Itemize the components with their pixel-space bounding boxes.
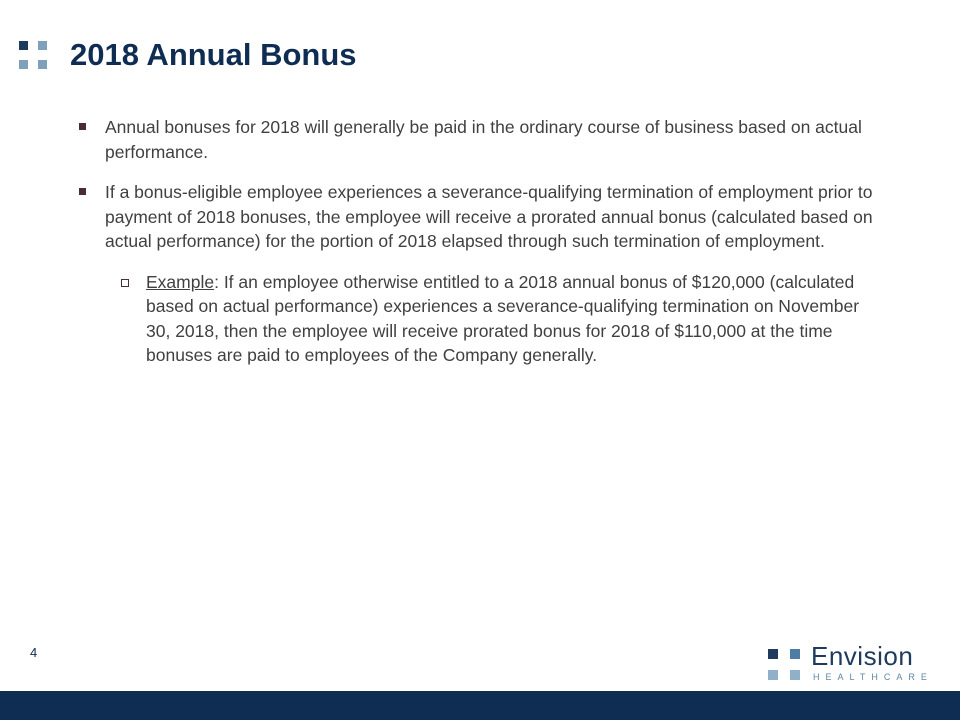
square-bullet-icon <box>79 188 86 195</box>
square-bullet-icon <box>79 123 86 130</box>
envision-healthcare-logo <box>768 641 933 685</box>
logo-square-icon <box>790 670 800 680</box>
bullet-text: Annual bonuses for 2018 will generally be paid in the ordinary course of business based on actual performance. <box>105 117 862 162</box>
page-number: 4 <box>30 645 38 660</box>
logo-square-icon <box>768 649 778 659</box>
example-label: Example <box>146 271 215 292</box>
bullet-item <box>78 180 878 254</box>
logo-subtitle: HEALTHCARE <box>813 672 933 682</box>
slide-title: 2018 Annual Bonus <box>70 37 357 72</box>
logo-wordmark: Envision <box>811 641 914 671</box>
sub-bullet-item <box>119 270 878 368</box>
bullet-text: If a bonus-eligible employee experiences a severance-qualifying termination of employment prior to payment of 2018 bonuses, the employee will receive a prorated annual bonus (calculated based on actual performance) for the portion of 2018 elapsed through such termination of employment. <box>105 182 873 251</box>
logo-square-icon <box>790 649 800 659</box>
logo-square-icon <box>768 670 778 680</box>
slide-content <box>78 115 878 368</box>
bullet-item <box>78 115 878 164</box>
sub-bullet-text: : If an employee otherwise entitled to a 2018 annual bonus of $120,000 (calculated based on actual performance) experiences a severance-qualifying termination on November 30, 2018, then the employee will receive prorated bonus for 2018 of $110,000 at the time bonuses are paid to employees of the Company generally. <box>146 271 860 365</box>
footer-bar <box>0 691 960 720</box>
hollow-square-bullet-icon <box>121 279 129 287</box>
title-squares-icon <box>19 41 47 69</box>
